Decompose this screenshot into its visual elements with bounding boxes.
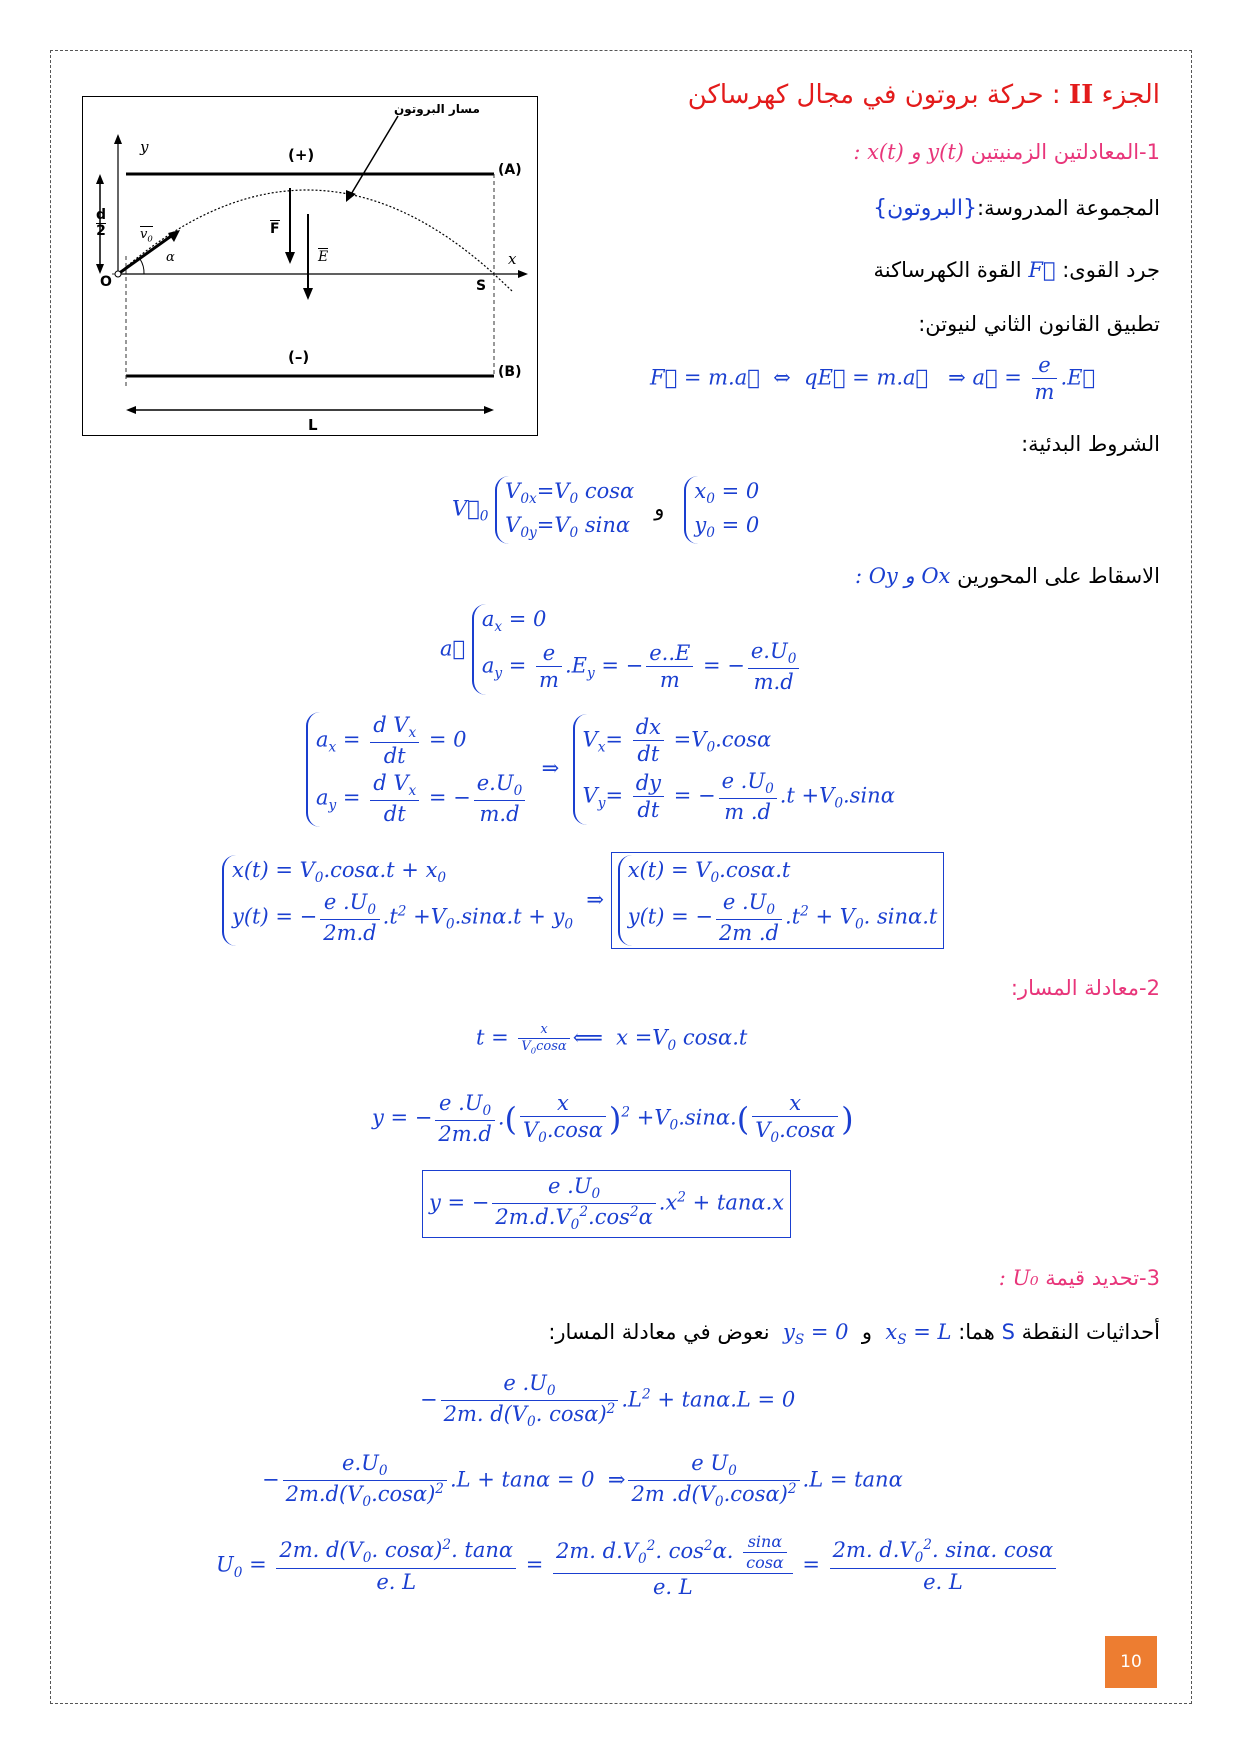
- force-label: F: [270, 221, 280, 237]
- time-from-x: t = $\frac{x}{V_0\cos\alpha}$ ⟸ $x =V_0$ cosα.t: [476, 1022, 748, 1056]
- velocity-label: $v_0$: [140, 227, 153, 244]
- trajectory-label: مسار البروتون: [394, 102, 480, 116]
- u0-result: $U_0$ = $\frac{2m. d(V_0. \cos\alpha)^2. \tan\alpha}{e. L}$ = 2m. $d.V_0^2$. $\cos^2\alpha$. $\frac{\sin\alpha}{\cos\alpha}$ e. L = $\frac{2m. d.V_0^2. \sin\alpha. \cos\alpha}{e. L}$: [216, 1532, 1059, 1600]
- page-number: 10: [1105, 1636, 1157, 1688]
- newton-law: تطبيق القانون الثاني لنيوتن:: [918, 312, 1160, 336]
- forces-inventory: جرد القوى: F⃗ القوة الكهرساكنة: [873, 258, 1160, 282]
- origin-label: O: [100, 274, 112, 290]
- plate-b-label: (B): [498, 364, 522, 380]
- sec2-heading: 2-معادلة المسار:: [1010, 976, 1160, 1000]
- angle-label: α: [166, 250, 175, 265]
- plus-label: (+): [288, 146, 315, 164]
- projection-line: الاسقاط على المحورين Ox و Oy :: [854, 564, 1160, 588]
- initial-conditions: الشروط البدئية:: [1021, 432, 1160, 456]
- axis-x-label: x: [508, 250, 517, 268]
- studied-system: المجموعة المدروسة:{البروتون}: [873, 196, 1160, 221]
- point-s-label: S: [476, 278, 487, 294]
- sec1-heading: 1-المعادلتين الزمنيتين y(t) و x(t) :: [853, 140, 1160, 164]
- initial-conditions-equation: $V⃗_0$ $V_{0x}=V_0$ cosα $V_{0y}=V_0$ sinα و $x_0 = 0$ $y_0 = 0$: [452, 476, 759, 544]
- velocity-system: $a_x$ = $\frac{d V_x}{dt}$ = 0 $a_y$ = $\frac{d V_x}{dt}$ = − $\frac{e.U_0}{m.d}$ ⇒ $V_x=$ $\frac{dx}{dt}$ $=V_0.\cos\alpha$ $V_y=$ $\frac{dy}{dt}$ = − $\frac{e .U_0}{m .d}$ $.t +V_0.\sin\alpha$: [306, 712, 895, 827]
- field-label: E: [318, 249, 329, 265]
- newton-equation: F⃗ = m.a⃗ ⇔ qE⃗ = m.a⃗ ⇒ a⃗ = $\frac{e}{m}$ .E⃗: [650, 353, 1096, 405]
- plate-a-label: (A): [498, 162, 522, 178]
- sec3-heading: 3-تحديد قيمة U₀ :: [998, 1266, 1160, 1290]
- time-equations: $x(t) = V_0.\cos\alpha.t + x_0$ y(t) = − $\frac{e .U_0}{2m.d}$ $.t^2 +V_0.\sin\alpha.t + y_0$ ⇒ $x(t) = V_0.\cos\alpha.t$ y(t) = − $\frac{e .U_0}{2m .d}$ $.t^2 + V_0$. sinα.t: [222, 852, 944, 949]
- d-half-label: d 2: [96, 207, 107, 240]
- minus-label: (–): [288, 348, 310, 366]
- u0-step2: − $\frac{e.U_0}{2m.d(V_0.\cos\alpha)^2}$ .L + tanα = 0 ⇒ $\frac{e U_0}{2m .d(V_0.\cos\alpha)^2}$ .L = tanα: [262, 1451, 903, 1511]
- axis-y-label: y: [140, 138, 149, 156]
- point-s-coordinates: أحداثيات النقطة S هما: $x_S = L$ و $y_S = 0$ نعوض في معادلة المسار:: [548, 1320, 1160, 1349]
- acceleration-system: a⃗ $a_x = 0$ $a_y$ = $\frac{e}{m}$ $.E_y$ = − $\frac{e..E}{m}$ = − $\frac{e.U_0}{m.d}$: [440, 604, 802, 695]
- trajectory-equation: y = − $\frac{e .U_0}{2m.d.V_0^2.\cos^2\alpha}$ $.x^2 + \tan\alpha.x$: [422, 1170, 791, 1238]
- u0-step1: − $\frac{e .U_0}{2m. d(V_0. \cos\alpha)^2}$ $.L^2 + \tan\alpha.L = 0$: [420, 1371, 796, 1431]
- part-title: الجزء II : حركة بروتون في مجال كهرساكن: [687, 80, 1160, 110]
- length-label: L: [308, 416, 318, 434]
- trajectory-substitution: y = − $\frac{e .U_0}{2m.d}$ .( $\frac{x}{V_0.\cos\alpha}$ )$^2 +V_0.\sin\alpha$.( $\frac{x}{V_0.\cos\alpha}$ ): [372, 1091, 854, 1147]
